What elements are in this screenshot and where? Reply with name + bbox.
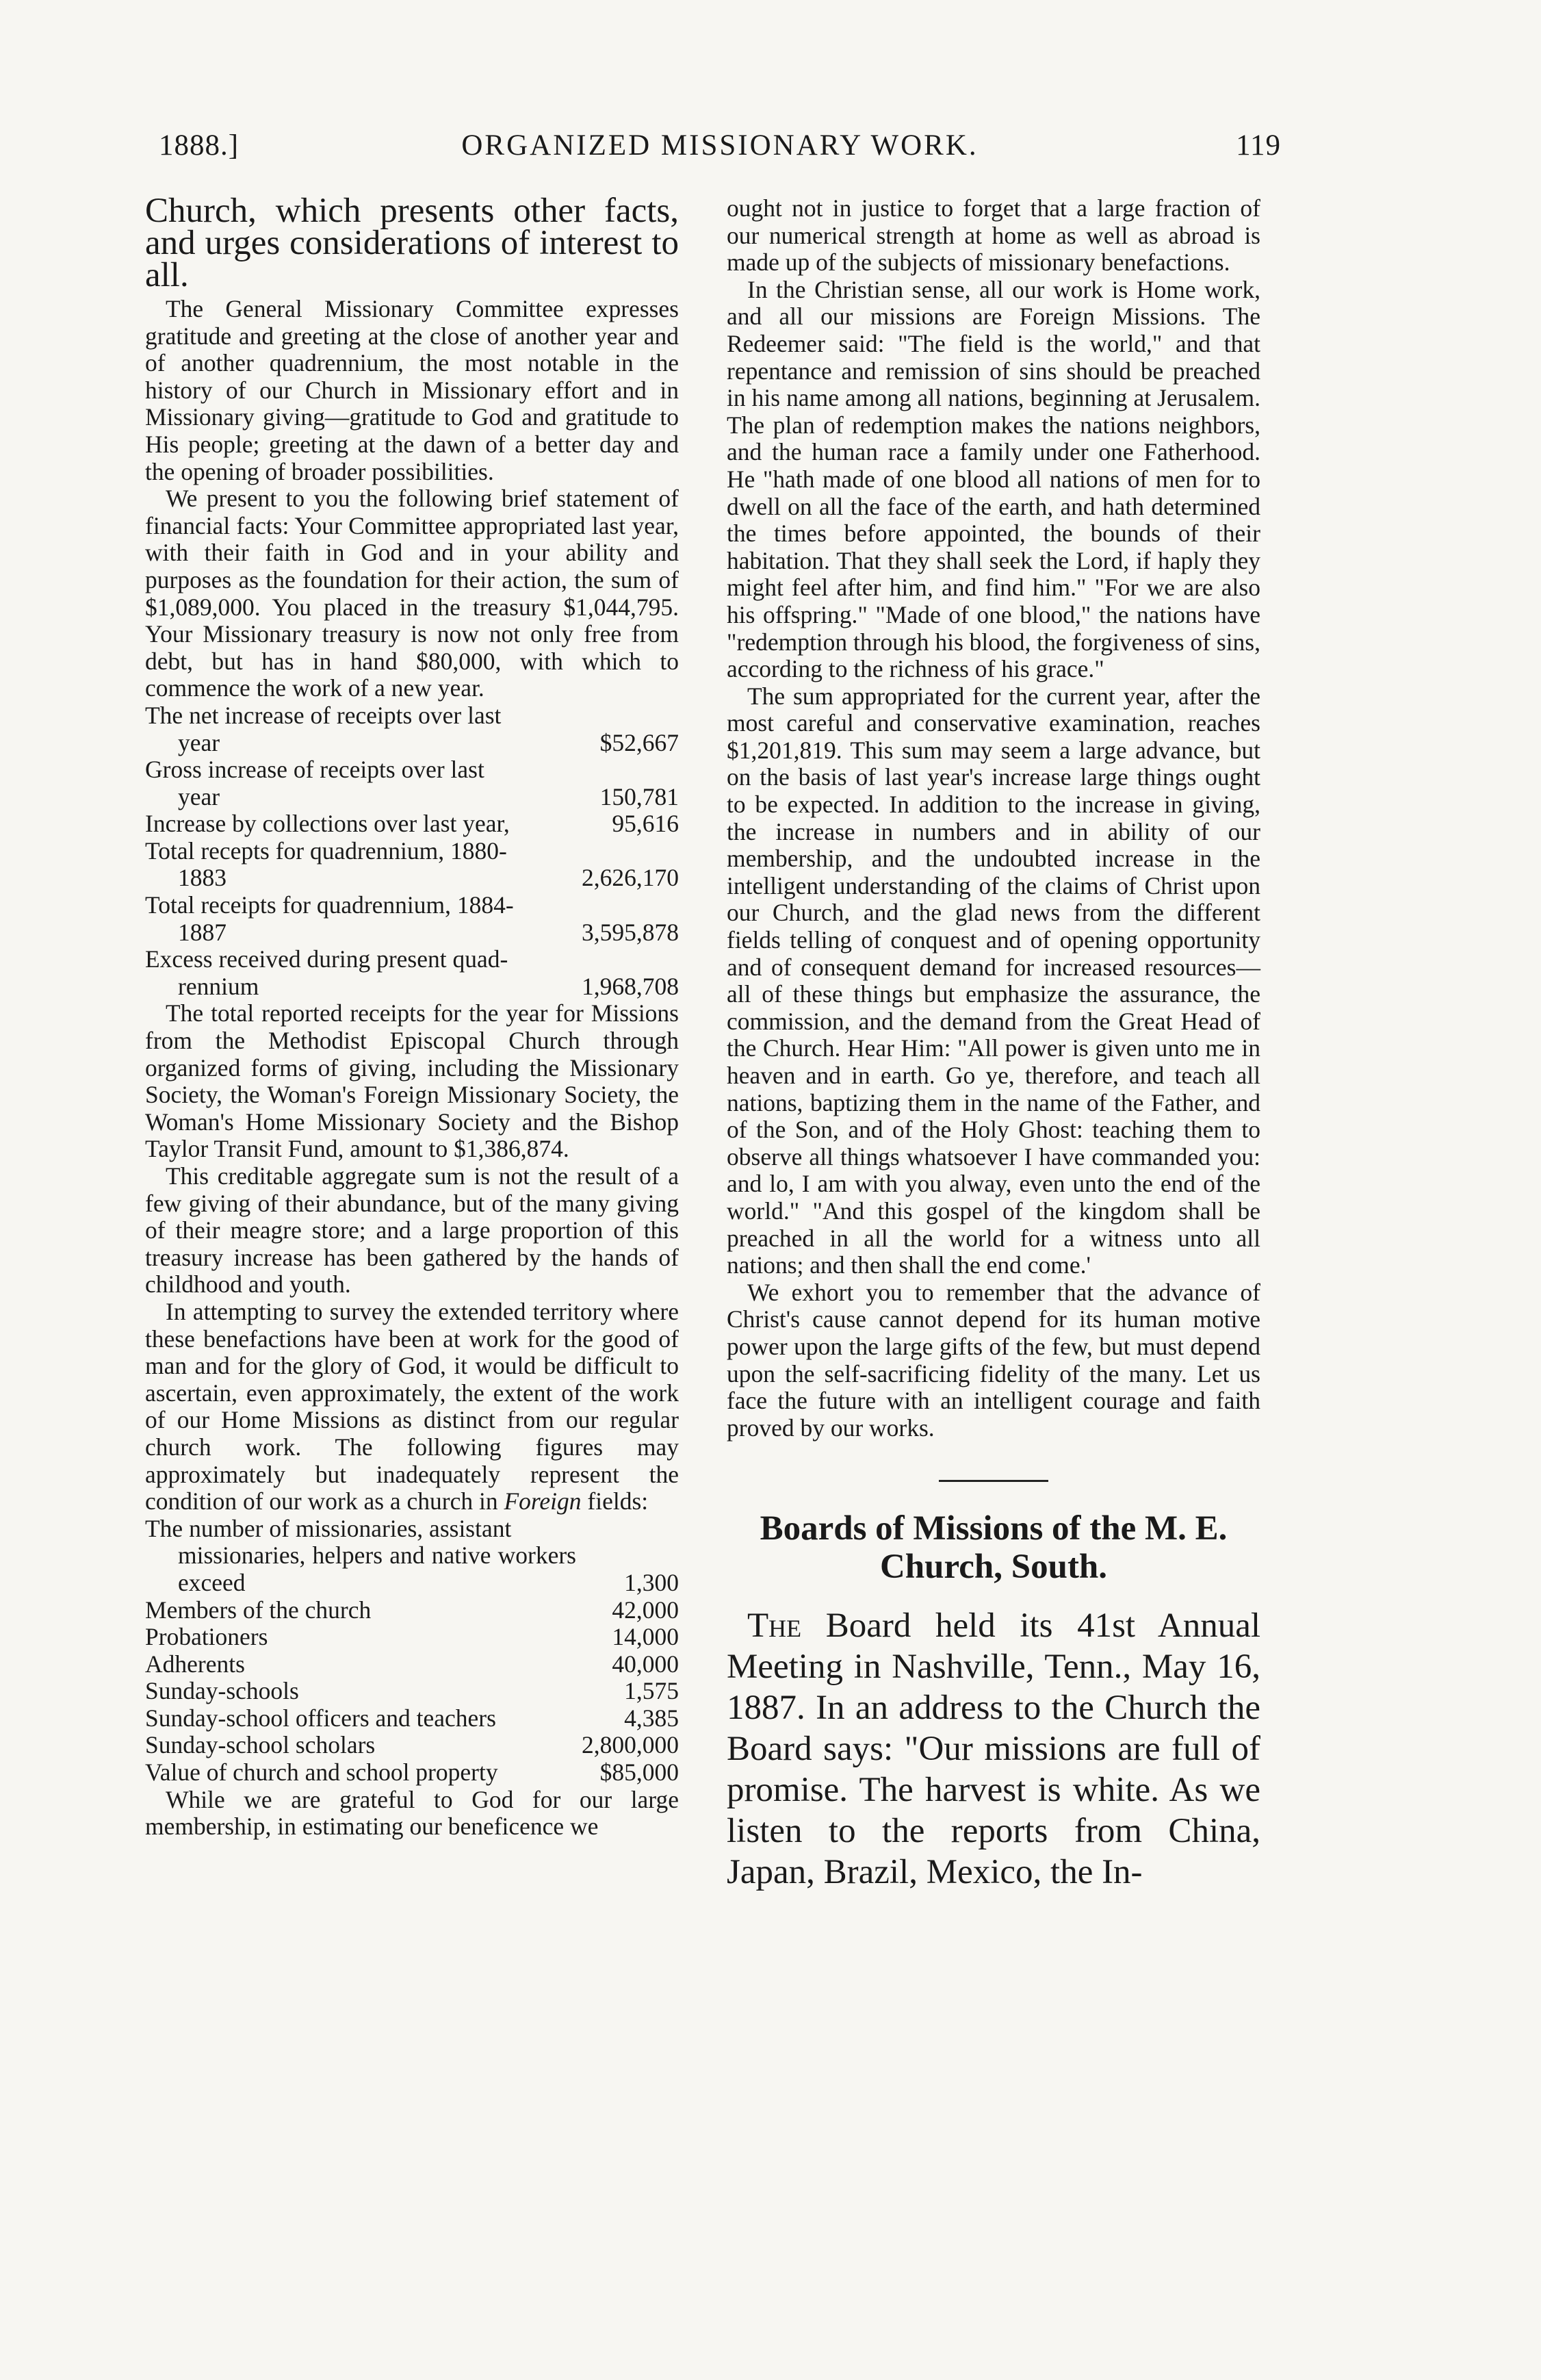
section-divider [939,1480,1048,1482]
row-label: Increase by collections over last year, [145,810,510,838]
paragraph: The General Missionary Committee expresses gratitude and greeting at the close of another year and of another quadrennium, the most notable in the history of our Church in Missionary effort and in Missionary giving—gratitude to God and gratitude to His people; greeting at the dawn of a better day and the opening of broader possibilities. [145,295,679,485]
row-value: $52,667 [599,728,679,756]
row-label: The net increase of receipts over last [145,701,502,729]
table-row [145,946,679,1000]
table-row [145,1759,679,1787]
row-label-continuation: 1887 [178,918,226,946]
row-label-cell [145,1759,576,1787]
table-row [145,1515,679,1597]
page-number: 119 [1236,129,1281,162]
paragraph: ought not in justice to forget that a large fraction of our numerical strength at home as well as abroad is made up of the subjects of missionary benefactions. [727,194,1260,277]
row-value: 42,000 [612,1596,679,1624]
table-row [145,1597,679,1624]
paragraph: While we are grateful to God for our large membership, in estimating our beneficence we [145,1785,679,1841]
left-column [145,192,679,1841]
row-value: 14,000 [612,1623,679,1651]
running-title: ORGANIZED MISSIONARY WORK. [461,129,979,162]
paragraph: We present to you the following brief statement of financial facts: Your Committee appropriated last year, with their faith in God and in your ability and purposes as the foundation for their action, the sum of $1,089,000. You placed in the treasury $1,044,795. Your Missionary treasury is now not only free from debt, but has in hand $80,000, with which to commence the work of a new year. [145,485,679,702]
row-label: Total receipts for quadrennium, 1884- [145,891,514,919]
row-label-cell [145,810,576,838]
row-label-cell [145,1678,576,1705]
row-label: Excess received during present quad- [145,945,508,973]
table-row [145,702,679,756]
table-row [145,1705,679,1732]
table-row [145,756,679,810]
row-value: $85,000 [599,1758,679,1787]
row-label: The number of missionaries, assistant [145,1514,512,1542]
text-run: fields: [581,1487,649,1515]
paragraph: The sum appropriated for the current year, after the most careful and conservative examination, reaches $1,201,819. This sum may seem a large advance, but on the basis of last year's increase large things ought to be expected. In addition to the increase in giving, the increase in numbers and in ability of our membership, and the undoubted increase in the intelligent understanding of the claims of Christ upon our Church, and the glad news from the different fields telling of conquest and of opening opportunity and of consequent demand for increased resources—all of these things but emphasize the assurance, the commission, and the demand from the Great Head of the Church. Hear Him: "All power is given unto me in heaven and in earth. Go ye, therefore, and teach all nations, baptizing them in the name of the Father, and of the Son, and of the Holy Ghost: teaching them to observe all things whatsoever I have commanded you: and lo, I am with you alway, even unto the end of the world." "And this gospel of the kingdom shall be preached in all the world for a witness unto all nations; and then shall the end come.' [727,682,1260,1279]
row-label-cell [145,892,576,946]
financial-facts-table [145,702,679,1001]
row-label-cell [145,702,576,756]
section-body [727,1605,1260,1893]
paragraph [727,1605,1260,1893]
row-label-continuation: rennium [178,972,259,1000]
row-label-cell [145,1732,576,1759]
row-value: 3,595,878 [582,918,679,946]
row-value: 2,626,170 [582,864,679,892]
paragraph: We exhort you to remember that the advance of Christ's cause cannot depend for its human motive power upon the large gifts of the few, but must depend upon the self-sacrificing fidelity of the many. Let us face the future with an intelligent courage and faith proved by our works. [727,1278,1260,1442]
row-label-cell [145,756,576,810]
row-label-continuation: 1883 [178,864,226,892]
row-value: 150,781 [599,782,679,810]
table-row [145,1678,679,1705]
text-run: In attempting to survey the extended territory where these benefactions have been at work for the good of man and for the glory of God, it would be difficult to ascertain, even approximately, the extent of the work of our Home Missions as distinct from our regular church work. The following figures may approximately but inadequately represent the condition of our work as a church in [145,1297,679,1515]
row-label-cell [145,1597,576,1624]
row-value: 1,968,708 [582,972,679,1000]
foreign-fields-table [145,1515,679,1787]
lead-paragraph: Church, which presents other facts, and urges considerations of interest to all. [145,192,679,294]
row-label-cell [145,946,576,1000]
row-value: 2,800,000 [582,1731,679,1759]
running-header [159,129,1281,177]
text-run: Board held its 41st Annual Meeting in Nashville, Tenn., May 16, 1887. In an address to the Church the Board says: "Our missions are full of promise. The harvest is white. As we listen to the reports from China, Japan, Brazil, Mexico, the In- [727,1607,1260,1892]
row-label: Sunday-school scholars [145,1731,376,1759]
row-label: Total recepts for quadrennium, 1880- [145,836,507,865]
row-value: 40,000 [612,1650,679,1678]
table-row [145,1624,679,1651]
italic-word: Foreign [504,1487,582,1515]
section-heading: Boards of Missions of the M. E. Church, South. [760,1509,1228,1587]
row-label-continuation: year [178,782,220,810]
row-label-cell [145,1705,576,1732]
row-value: 1,300 [624,1568,679,1596]
row-label: Probationers [145,1623,268,1651]
header-year: 1888.] [159,129,239,162]
table-row [145,1651,679,1678]
row-label: Adherents [145,1650,245,1678]
right-column [727,195,1260,1893]
table-row [145,810,679,838]
table-row [145,838,679,892]
row-label-cell [145,1515,576,1597]
row-value: 95,616 [612,810,679,838]
paragraph: In the Christian sense, all our work is Home work, and all our missions are Foreign Missions. The Redeemer said: "The field is the world," and that repentance and remission of sins should be preached in his name among all nations, beginning at Jerusalem. The plan of redemption makes the nations neighbors, and the human race a family under one Fatherhood. He "hath made of one blood all nations of men for to dwell on all the face of the earth, and hath determined the times before appointed, the bounds of their habitation. That they shall seek the Lord, if haply they might feel after him, and find him." "For we are also his offspring." "Made of one blood," the nations have "redemption through his blood, the forgiveness of sins, according to the richness of his grace." [727,275,1260,683]
paragraph: The total reported receipts for the year for Missions from the Methodist Episcopal Church through organized forms of giving, including the Missionary Society, the Woman's Foreign Missionary Society, the Woman's Home Missionary Society and the Bishop Taylor Transit Fund, amount to $1,386,874. [145,999,679,1163]
row-label: Value of church and school property [145,1758,498,1787]
paragraph [145,1298,679,1515]
row-value: 1,575 [624,1677,679,1705]
table-row [145,1732,679,1759]
row-label: Members of the church [145,1596,372,1624]
table-row [145,892,679,946]
small-caps-word: The [747,1607,802,1646]
row-label-cell [145,1651,576,1678]
row-value: 4,385 [624,1704,679,1732]
row-label-continuation: year [178,728,220,756]
row-label: Sunday-schools [145,1677,299,1705]
row-label: Gross increase of receipts over last [145,756,484,784]
paragraph: This creditable aggregate sum is not the result of a few giving of their abundance, but of the many giving of their meagre store; and a large proportion of this treasury increase has been gathered by the hands of childhood and youth. [145,1162,679,1298]
row-label-cell [145,1624,576,1651]
row-label-continuation: missionaries, helpers and native workers exceed [178,1541,576,1596]
row-label-cell [145,838,576,892]
row-label: Sunday-school officers and teachers [145,1704,496,1732]
